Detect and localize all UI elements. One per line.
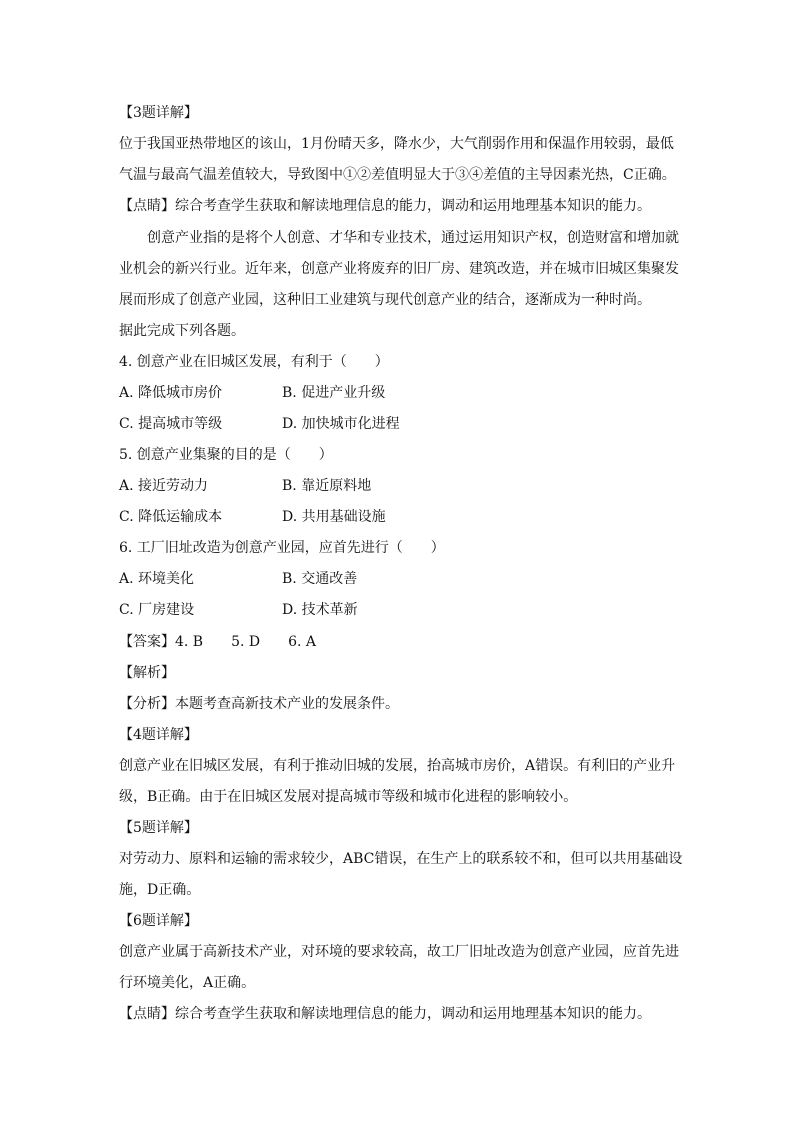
section4-text-line2: 级，B正确。由于在旧城区发展对提高城市等级和城市化进程的影响较小。 — [119, 789, 578, 805]
section3-header: 【3题详解】 — [119, 105, 198, 121]
question-6-option-b: B. 交通改善 — [282, 571, 358, 587]
passage-line1: 创意产业指的是将个人创意、才华和专业技术，通过运用知识产权，创造财富和增加就 — [147, 230, 679, 246]
passage-line2: 业机会的新兴行业。近年来，创意产业将废弃的旧厂房、建筑改造，并在城市旧城区集聚发 — [119, 261, 679, 277]
section5-header: 【5题详解】 — [119, 820, 198, 836]
section3-text-line2: 气温与最高气温差值较大，导致图中①②差值明显大于③④差值的主导因素光热，C正确。 — [119, 167, 676, 183]
question-5-option-a: A. 接近劳动力 — [119, 478, 209, 494]
question-6-option-c: C. 厂房建设 — [119, 602, 195, 618]
question-6-stem: 6. 工厂旧址改造为创意产业园，应首先进行（ ） — [119, 540, 445, 556]
question-4-option-d: D. 加快城市化进程 — [282, 416, 400, 432]
section5-text-line2: 施，D正确。 — [119, 882, 201, 898]
section5-text-line1: 对劳动力、原料和运输的需求较少，ABC错误，在生产上的联系较不和，但可以共用基础设 — [119, 851, 683, 867]
question-6-option-d: D. 技术革新 — [282, 602, 358, 618]
answer-key: 【答案】4. B 5. D 6. A — [119, 634, 317, 650]
question-5-stem: 5. 创意产业集聚的目的是（ ） — [119, 447, 333, 463]
section6-comment: 【点睛】综合考查学生获取和解读地理信息的能力，调动和运用地理基本知识的能力。 — [119, 1006, 651, 1022]
passage-line3: 展而形成了创意产业园，这种旧工业建筑与现代创意产业的结合，逐渐成为一种时尚。 — [119, 292, 651, 308]
question-4-option-b: B. 促进产业升级 — [282, 385, 386, 401]
question-5-option-d: D. 共用基础设施 — [282, 509, 386, 525]
question-5-option-c: C. 降低运输成本 — [119, 509, 223, 525]
question-6-option-a: A. 环境美化 — [119, 571, 195, 587]
section4-text-line1: 创意产业在旧城区发展，有利于推动旧城的发展，抬高城市房价，A错误。有利旧的产业升 — [119, 758, 676, 774]
section6-text-line1: 创意产业属于高新技术产业，对环境的要求较高，故工厂旧址改造为创意产业园，应首先进 — [119, 944, 679, 960]
section3-comment: 【点睛】综合考查学生获取和解读地理信息的能力，调动和运用地理基本知识的能力。 — [119, 198, 651, 214]
section4-header: 【4题详解】 — [119, 727, 198, 743]
question-4-stem: 4. 创意产业在旧城区发展，有利于（ ） — [119, 354, 389, 370]
analysis-intro: 【分析】本题考查高新技术产业的发展条件。 — [119, 696, 399, 712]
section3-text-line1: 位于我国亚热带地区的该山，1月份晴天多，降水少，大气削弱作用和保温作用较弱，最低 — [119, 136, 674, 152]
question-4-option-a: A. 降低城市房价 — [119, 385, 223, 401]
section6-header: 【6题详解】 — [119, 913, 198, 929]
passage-instruction: 据此完成下列各题。 — [119, 323, 245, 339]
question-5-option-b: B. 靠近原料地 — [282, 478, 372, 494]
question-4-option-c: C. 提高城市等级 — [119, 416, 223, 432]
section6-text-line2: 行环境美化，A正确。 — [119, 975, 256, 991]
analysis-header: 【解析】 — [119, 665, 175, 681]
